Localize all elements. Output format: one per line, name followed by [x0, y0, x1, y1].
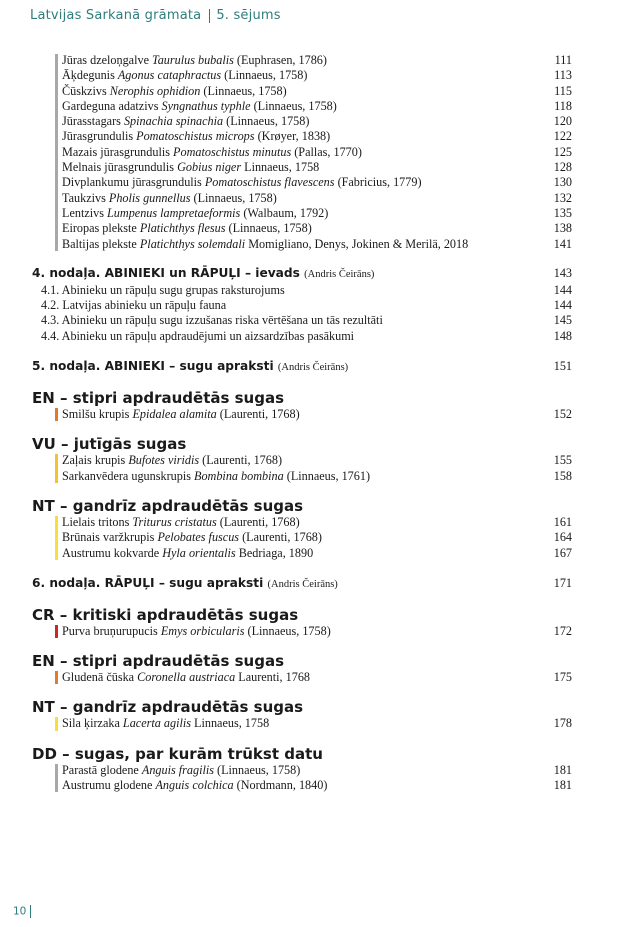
entry-title [62, 530, 322, 545]
category-color-bar [55, 516, 58, 560]
authority: (Laurenti, 1768) [239, 530, 322, 545]
chapter-5-heading[interactable] [32, 358, 572, 376]
scientific-name: Pomatoschistus flavescens [204, 175, 335, 190]
scientific-name: Pholis gunnellus [108, 190, 191, 205]
toc-entry[interactable] [62, 716, 572, 731]
page-number: 164 [553, 530, 572, 545]
scientific-name: Bombina bombina [194, 468, 284, 483]
category-nt [32, 497, 572, 561]
toc-entry[interactable] [62, 53, 572, 68]
page-number: 172 [553, 623, 572, 638]
scientific-name: Emys orbicularis [160, 623, 245, 638]
toc-entry[interactable] [62, 99, 572, 114]
toc-entry[interactable] [62, 129, 572, 144]
category-dd [32, 745, 572, 794]
page-footer [13, 905, 31, 918]
common-name: Sarkanvēdera ugunskrupis [62, 468, 194, 483]
scientific-name: Anguis fragilis [141, 762, 214, 777]
entry-title [62, 160, 319, 175]
page-number: 181 [553, 778, 572, 793]
common-name: Sila ķirzaka [62, 716, 123, 731]
authority: (Laurenti, 1768) [199, 453, 283, 468]
toc-entry[interactable] [62, 515, 572, 530]
toc-entry[interactable] [62, 114, 572, 129]
authority: Bedriaga, 1890 [235, 545, 314, 560]
authority: (Linnaeus, 1758) [244, 623, 331, 638]
authority: Linnaeus, 1758 [190, 716, 270, 731]
category-entries [32, 670, 572, 685]
common-name: Čūskzivs [62, 83, 110, 98]
page-number: 138 [553, 221, 572, 236]
category-entries [32, 453, 572, 484]
chapter-title: 5. nodaļa. ABINIEKI – sugu apraksti [32, 359, 274, 374]
category-color-bar [55, 54, 58, 251]
category-vu [32, 435, 572, 484]
header-divider [209, 9, 210, 23]
scientific-name: Platichthys flesus [139, 221, 226, 236]
entry-title [62, 469, 370, 484]
category-entries [32, 407, 572, 422]
fish-entry-group [32, 53, 572, 252]
page-number: 161 [553, 514, 572, 529]
category-heading: CR – kritiski apdraudētās sugas [32, 605, 299, 624]
toc-entry[interactable] [62, 84, 572, 99]
chapter-title: 4. nodaļa. ABINIEKI un RĀPUĻI – ievads [32, 265, 300, 280]
page-number: 167 [553, 545, 572, 560]
common-name: Brūnais varžkrupis [62, 530, 158, 545]
category-nt [32, 698, 572, 731]
scientific-name: Syngnathus typhle [161, 98, 251, 113]
subsection-entry[interactable] [32, 283, 572, 298]
entry-title [62, 670, 310, 685]
common-name: Jūrasstagars [62, 114, 124, 129]
entry-title [62, 68, 307, 83]
common-name: Purva bruņurupucis [62, 623, 161, 638]
common-name: Āķdegunis [62, 68, 118, 83]
page-number: 171 [553, 575, 572, 590]
common-name: Smilšu krupis [62, 407, 133, 422]
toc-entry[interactable] [62, 624, 572, 639]
category-en [32, 652, 572, 685]
common-name: Baltijas plekste [62, 236, 140, 251]
authority: (Krøyer, 1838) [254, 129, 331, 144]
page-number: 135 [553, 205, 572, 220]
page-number: 141 [553, 236, 572, 251]
category-color-bar [55, 764, 58, 793]
toc-entry[interactable] [62, 175, 572, 190]
entry-title [62, 453, 282, 468]
subsection-title: 4.2. Latvijas abinieku un rāpuļu fauna [41, 298, 227, 313]
page-number: 155 [553, 453, 572, 468]
entry-title [62, 53, 327, 68]
entry-title [62, 716, 269, 731]
entry-title [62, 515, 300, 530]
page-number: 143 [553, 265, 572, 280]
chapter-author: (Andris Čeirāns) [267, 578, 338, 590]
scientific-name: Platichthys solemdali [139, 236, 246, 251]
common-name: Parastā glodene [62, 762, 142, 777]
page-number: 113 [554, 68, 572, 83]
category-entries [32, 515, 572, 561]
common-name: Lielais tritons [62, 514, 133, 529]
category-heading: DD – sugas, par kurām trūkst datu [32, 744, 323, 763]
common-name: Gludenā čūska [62, 670, 138, 685]
authority: (Walbaum, 1792) [240, 205, 329, 220]
subsection-title: 4.4. Abinieku un rāpuļu apdraudējumi un aizsardzības pasākumi [41, 328, 355, 343]
running-header [30, 8, 281, 23]
entry-title [62, 99, 337, 114]
entry-title [62, 191, 277, 206]
category-entries [32, 624, 572, 639]
authority: (Linnaeus, 1758) [223, 114, 310, 129]
subsection-title: 4.3. Abinieku un rāpuļu sugu izzušanas riska vērtēšana un tās rezultāti [41, 313, 383, 328]
book-title: Latvijas Sarkanā grāmata [30, 8, 202, 23]
chapter-title: 6. nodaļa. RĀPUĻI – sugu apraksti [32, 575, 264, 590]
common-name: Mazais jūrasgrundulis [62, 144, 174, 159]
common-name: Austrumu glodene [62, 778, 156, 793]
authority: (Linnaeus, 1758) [190, 190, 277, 205]
category-heading: NT – gandrīz apdraudētās sugas [32, 496, 304, 515]
entry-title [62, 84, 287, 99]
common-name: Divplankumu jūrasgrundulis [62, 175, 205, 190]
toc-entry[interactable] [62, 191, 572, 206]
page-number: 120 [553, 114, 572, 129]
page-number: 151 [553, 359, 572, 374]
entry-title [62, 624, 331, 639]
entry-title [62, 206, 328, 221]
entry-title [62, 407, 300, 422]
scientific-name: Hyla orientalis [162, 545, 236, 560]
entry-title [62, 778, 327, 793]
authority: (Laurenti, 1768) [216, 407, 300, 422]
toc-entry[interactable] [62, 68, 572, 83]
entry-title [62, 763, 300, 778]
toc-entry[interactable] [62, 221, 572, 236]
toc-entry[interactable] [62, 530, 572, 545]
subsection-entry[interactable] [32, 298, 572, 313]
page-number: 181 [553, 762, 572, 777]
chapter-6-heading[interactable] [32, 575, 572, 593]
volume-label: 5. sējums [216, 8, 281, 23]
common-name: Taukzivs [62, 190, 109, 205]
page-number: 122 [553, 129, 572, 144]
authority: (Euphrasen, 1786) [233, 53, 327, 67]
category-color-bar [55, 454, 58, 483]
authority: (Linnaeus, 1761) [283, 468, 371, 483]
entry-title [62, 237, 468, 252]
page-number: 145 [553, 313, 572, 328]
page-number: 115 [554, 83, 572, 98]
category-color-bar [55, 671, 58, 684]
toc-entry[interactable] [62, 237, 572, 252]
page-number: 144 [553, 298, 572, 313]
category-heading: NT – gandrīz apdraudētās sugas [32, 698, 304, 717]
category-cr [32, 606, 572, 639]
page-number: 130 [553, 175, 572, 190]
toc-entry[interactable] [62, 145, 572, 160]
scientific-name: Gobius niger [177, 160, 242, 175]
subsection-entry[interactable] [32, 329, 572, 344]
category-entries [32, 716, 572, 731]
category-color-bar [55, 408, 58, 421]
authority: (Linnaeus, 1758) [221, 68, 308, 83]
page-number: 132 [553, 190, 572, 205]
scientific-name: Triturus cristatus [132, 514, 217, 529]
toc-entry[interactable] [62, 469, 572, 484]
scientific-name: Pomatoschistus microps [136, 129, 255, 144]
category-heading: VU – jutīgās sugas [32, 435, 187, 454]
scientific-name: Anguis colchica [155, 778, 234, 793]
common-name: Austrumu kokvarde [62, 545, 163, 560]
footer-divider [30, 905, 31, 918]
authority: (Pallas, 1770) [291, 144, 362, 159]
entry-title [62, 221, 312, 236]
toc-entry[interactable] [62, 453, 572, 468]
scientific-name: Epidalea alamita [132, 407, 217, 422]
toc-entry[interactable] [62, 206, 572, 221]
scientific-name: Nerophis ophidion [109, 83, 201, 98]
authority: (Fabricius, 1779) [334, 175, 422, 190]
entry-title [62, 546, 313, 561]
footer-page-number: 10 [13, 905, 27, 918]
page-number: 111 [554, 53, 572, 67]
page-number: 128 [553, 160, 572, 175]
category-en [32, 389, 572, 422]
authority: (Nordmann, 1840) [233, 778, 328, 793]
category-heading: EN – stipri apdraudētās sugas [32, 652, 285, 671]
entry-list [62, 53, 572, 252]
page-number: 158 [553, 468, 572, 483]
scientific-name: Lumpenus lampretaeformis [107, 205, 241, 220]
category-color-bar [55, 625, 58, 638]
common-name: Melnais jūrasgrundulis [62, 160, 178, 175]
page-number: 118 [554, 98, 572, 113]
scientific-name: Taurulus bubalis [152, 53, 234, 67]
category-color-bar [55, 717, 58, 730]
toc-entry[interactable] [62, 670, 572, 685]
subsection-title: 4.1. Abinieku un rāpuļu sugu grupas raksturojums [41, 282, 285, 297]
entry-title [62, 175, 422, 190]
page-number: 175 [553, 670, 572, 685]
category-entries [32, 763, 572, 794]
scientific-name: Bufotes viridis [128, 453, 200, 468]
scientific-name: Pomatoschistus minutus [173, 144, 292, 159]
scientific-name: Coronella austriaca [137, 670, 236, 685]
authority: Laurenti, 1768 [235, 670, 311, 685]
scientific-name: Lacerta agilis [122, 716, 191, 731]
toc-entry[interactable] [62, 763, 572, 778]
common-name: Jūrasgrundulis [62, 129, 137, 144]
entry-title [62, 114, 309, 129]
chapter-author: (Andris Čeirāns) [277, 362, 349, 374]
table-of-contents [32, 53, 572, 793]
authority: (Laurenti, 1768) [216, 514, 300, 529]
page-number: 178 [553, 716, 572, 731]
authority: (Linnaeus, 1758) [214, 762, 301, 777]
common-name: Eiropas plekste [62, 221, 140, 236]
authority: (Linnaeus, 1758) [200, 83, 287, 98]
page-number: 152 [553, 407, 572, 422]
scientific-name: Pelobates fuscus [157, 530, 240, 545]
entry-title [62, 129, 330, 144]
chapter-author: (Andris Čeirāns) [304, 268, 375, 280]
subsection-entry[interactable] [32, 313, 572, 328]
chapter-4-heading[interactable] [32, 265, 572, 283]
common-name: Lentzivs [62, 205, 108, 220]
common-name: Gardeguna adatzivs [62, 98, 162, 113]
chapter-4-subsections [32, 283, 572, 344]
category-heading: EN – stipri apdraudētās sugas [32, 389, 285, 408]
toc-entry[interactable] [62, 160, 572, 175]
authority: Linnaeus, 1758 [241, 160, 320, 175]
authority: Momigliano, Denys, Jokinen & Merilä, 2018 [245, 236, 469, 251]
toc-entry[interactable] [62, 778, 572, 793]
common-name: Jūras dzeloņgalve [62, 53, 153, 67]
authority: (Linnaeus, 1758) [225, 221, 312, 236]
page-number: 125 [553, 144, 572, 159]
common-name: Zaļais krupis [62, 453, 129, 468]
scientific-name: Agonus cataphractus [117, 68, 222, 83]
toc-entry[interactable] [62, 546, 572, 561]
authority: (Linnaeus, 1758) [250, 98, 337, 113]
entry-title [62, 145, 362, 160]
toc-entry[interactable] [62, 407, 572, 422]
scientific-name: Spinachia spinachia [123, 114, 224, 129]
page-number: 144 [553, 282, 572, 297]
page-number: 148 [553, 328, 572, 343]
